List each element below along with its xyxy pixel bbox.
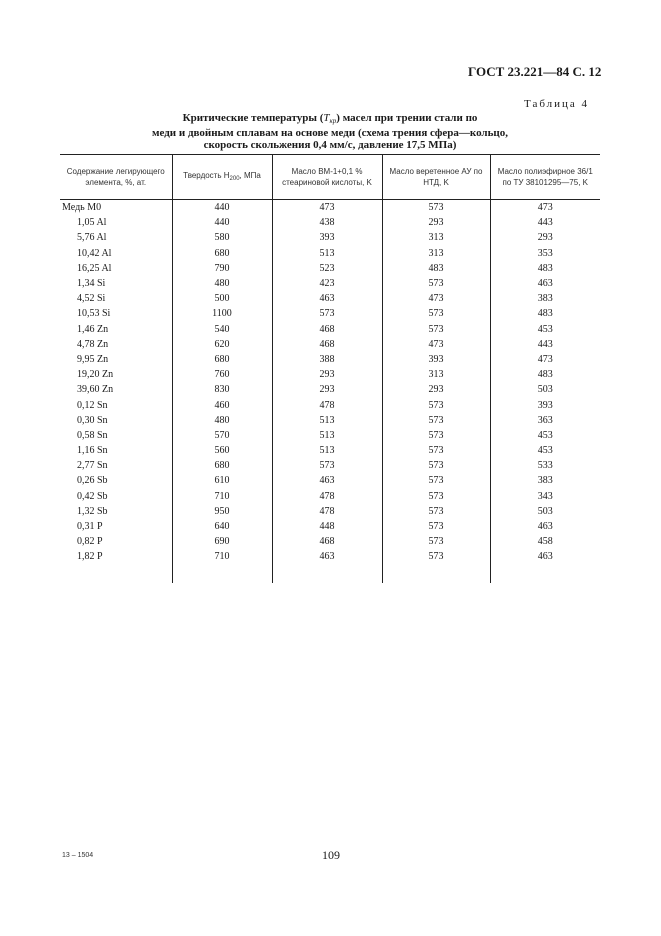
cell-poly: 483	[490, 306, 600, 321]
cell-hardness: 480	[172, 413, 272, 428]
cell-vm1: 388	[272, 352, 382, 367]
cell-au: 313	[382, 230, 490, 245]
cell-hardness: 1100	[172, 306, 272, 321]
cell-hardness: 460	[172, 397, 272, 412]
cell-au: 573	[382, 428, 490, 443]
page-number: 109	[322, 848, 340, 862]
table-spacer-row	[60, 565, 600, 583]
col-header-hardness-a: Твердость H	[183, 170, 230, 180]
cell-vm1: 513	[272, 246, 382, 261]
table-row	[60, 200, 600, 216]
cell-element: 2,77 Sn	[77, 460, 108, 472]
cell-au: 573	[382, 200, 490, 216]
cell-au: 573	[382, 443, 490, 458]
cell-au: 573	[382, 397, 490, 412]
table-row	[60, 549, 600, 564]
cell-au: 573	[382, 473, 490, 488]
cell-hardness: 500	[172, 291, 272, 306]
cell-vm1: 478	[272, 504, 382, 519]
title-line2: меди и двойным сплавам на основе меди (схема трения сфера—кольцо,	[151, 127, 509, 139]
cell-element: 0,30 Sn	[77, 414, 108, 426]
footer-code: 13 – 1504	[62, 852, 94, 859]
col-header-hardness	[172, 155, 272, 200]
table-row	[60, 443, 600, 458]
cell-au: 573	[382, 504, 490, 519]
cell-poly: 533	[490, 458, 600, 473]
cell-vm1: 468	[272, 534, 382, 549]
cell-vm1: 393	[272, 230, 382, 245]
cell-poly: 343	[490, 489, 600, 504]
cell-poly: 503	[490, 382, 600, 397]
cell-element: Медь М0	[62, 202, 102, 214]
cell-element: 19,20 Zn	[77, 369, 114, 381]
cell-vm1: 293	[272, 382, 382, 397]
cell-au: 573	[382, 413, 490, 428]
title-subscript: кр	[329, 117, 337, 125]
col-header-poly: Масло полиэфирное 36/1 по ТУ 38101295—75, K	[490, 155, 600, 200]
cell-vm1: 463	[272, 291, 382, 306]
cell-vm1: 468	[272, 337, 382, 352]
cell-au: 473	[382, 291, 490, 306]
cell-poly: 473	[490, 352, 600, 367]
cell-poly: 383	[490, 291, 600, 306]
table-row	[60, 534, 600, 549]
cell-element: 0,12 Sn	[77, 399, 108, 411]
cell-vm1: 513	[272, 428, 382, 443]
cell-vm1: 523	[272, 261, 382, 276]
cell-element: 0,26 Sb	[77, 475, 108, 487]
cell-element: 1,16 Sn	[77, 445, 108, 457]
table-title	[140, 112, 520, 151]
cell-poly: 463	[490, 549, 600, 564]
cell-poly: 453	[490, 322, 600, 337]
cell-hardness: 560	[172, 443, 272, 458]
table-row	[60, 367, 600, 382]
table-row	[60, 428, 600, 443]
spacer-cell	[172, 565, 272, 583]
cell-hardness: 640	[172, 519, 272, 534]
cell-vm1: 468	[272, 322, 382, 337]
cell-element: 0,82 P	[77, 536, 103, 548]
cell-poly: 463	[490, 276, 600, 291]
table-row	[60, 489, 600, 504]
cell-vm1: 473	[272, 200, 382, 216]
cell-au: 393	[382, 352, 490, 367]
cell-poly: 483	[490, 367, 600, 382]
cell-element: 1,32 Sb	[77, 505, 108, 517]
cell-hardness: 540	[172, 322, 272, 337]
spacer-cell	[382, 565, 490, 583]
col-header-au: Масло веретенное АУ по НТД, K	[382, 155, 490, 200]
col-header-hardness-b: , МПа	[239, 170, 261, 180]
cell-poly: 443	[490, 215, 600, 230]
col-header-hardness-sub: 200	[229, 175, 240, 182]
document-code: ГОСТ 23.221—84 С. 12	[468, 64, 602, 79]
cell-vm1: 513	[272, 443, 382, 458]
cell-element: 4,78 Zn	[77, 338, 109, 350]
cell-hardness: 790	[172, 261, 272, 276]
cell-element: 10,42 Al	[77, 247, 112, 259]
table-row	[60, 352, 600, 367]
table-row	[60, 215, 600, 230]
cell-vm1: 463	[272, 473, 382, 488]
cell-hardness: 580	[172, 230, 272, 245]
table-row	[60, 246, 600, 261]
table-row	[60, 291, 600, 306]
table-row	[60, 382, 600, 397]
table-row	[60, 458, 600, 473]
cell-hardness: 480	[172, 276, 272, 291]
cell-element: 0,31 P	[77, 521, 103, 533]
cell-au: 573	[382, 458, 490, 473]
cell-element: 1,34 Si	[77, 278, 106, 290]
cell-vm1: 513	[272, 413, 382, 428]
cell-element: 39,60 Zn	[77, 384, 114, 396]
cell-au: 573	[382, 534, 490, 549]
table-row	[60, 306, 600, 321]
cell-au: 573	[382, 306, 490, 321]
table-row	[60, 230, 600, 245]
table-row	[60, 322, 600, 337]
cell-vm1: 478	[272, 397, 382, 412]
table-row	[60, 337, 600, 352]
spacer-cell	[272, 565, 382, 583]
table-row	[60, 413, 600, 428]
col-header-element: Содержание легирующего элемента, %, ат.	[60, 155, 172, 200]
cell-poly: 383	[490, 473, 600, 488]
cell-element: 10,53 Si	[77, 308, 111, 320]
table-row	[60, 261, 600, 276]
cell-hardness: 440	[172, 200, 272, 216]
cell-hardness: 690	[172, 534, 272, 549]
cell-hardness: 620	[172, 337, 272, 352]
data-table	[60, 154, 600, 583]
spacer-cell	[60, 565, 172, 583]
cell-hardness: 440	[172, 215, 272, 230]
cell-hardness: 950	[172, 504, 272, 519]
cell-vm1: 573	[272, 306, 382, 321]
cell-poly: 453	[490, 428, 600, 443]
cell-poly: 473	[490, 200, 600, 216]
cell-element: 1,82 P	[77, 551, 103, 563]
table-row	[60, 473, 600, 488]
cell-poly: 463	[490, 519, 600, 534]
cell-vm1: 573	[272, 458, 382, 473]
table-row	[60, 519, 600, 534]
cell-element: 4,52 Si	[77, 293, 106, 305]
cell-element: 0,58 Sn	[77, 429, 108, 441]
cell-au: 313	[382, 246, 490, 261]
cell-poly: 443	[490, 337, 600, 352]
cell-au: 293	[382, 382, 490, 397]
cell-au: 483	[382, 261, 490, 276]
cell-poly: 363	[490, 413, 600, 428]
spacer-cell	[490, 565, 600, 583]
cell-hardness: 710	[172, 549, 272, 564]
cell-hardness: 680	[172, 458, 272, 473]
cell-element: 1,46 Zn	[77, 323, 109, 335]
cell-au: 573	[382, 322, 490, 337]
cell-poly: 458	[490, 534, 600, 549]
title-symbol: T	[323, 112, 330, 124]
cell-vm1: 463	[272, 549, 382, 564]
cell-element: 1,05 Al	[77, 217, 107, 229]
cell-hardness: 760	[172, 367, 272, 382]
table-header-row	[60, 155, 600, 200]
cell-au: 573	[382, 276, 490, 291]
cell-vm1: 448	[272, 519, 382, 534]
cell-hardness: 610	[172, 473, 272, 488]
table-row	[60, 397, 600, 412]
cell-hardness: 570	[172, 428, 272, 443]
cell-au: 313	[382, 367, 490, 382]
title-part1: Критические температуры (	[182, 112, 324, 124]
cell-element: 0,42 Sb	[77, 490, 108, 502]
cell-poly: 353	[490, 246, 600, 261]
table-body	[60, 200, 600, 583]
cell-hardness: 710	[172, 489, 272, 504]
cell-element: 9,95 Zn	[77, 353, 109, 365]
cell-element: 5,76 Al	[77, 232, 107, 244]
cell-poly: 453	[490, 443, 600, 458]
cell-poly: 503	[490, 504, 600, 519]
cell-hardness: 680	[172, 246, 272, 261]
cell-au: 573	[382, 519, 490, 534]
cell-hardness: 830	[172, 382, 272, 397]
col-header-vm1: Масло ВМ-1+0,1 % стеариновой кислоты, K	[272, 155, 382, 200]
cell-au: 573	[382, 549, 490, 564]
title-part2: ) масел при трении стали по	[336, 112, 478, 124]
table-row	[60, 504, 600, 519]
cell-hardness: 680	[172, 352, 272, 367]
cell-poly: 393	[490, 397, 600, 412]
cell-poly: 293	[490, 230, 600, 245]
cell-au: 473	[382, 337, 490, 352]
table-label: Таблица 4	[524, 98, 590, 110]
cell-au: 573	[382, 489, 490, 504]
title-line3: скорость скольжения 0,4 мм/с, давление 17,5 МПа)	[203, 139, 457, 151]
cell-poly: 483	[490, 261, 600, 276]
cell-vm1: 438	[272, 215, 382, 230]
cell-vm1: 478	[272, 489, 382, 504]
cell-vm1: 293	[272, 367, 382, 382]
table-row	[60, 276, 600, 291]
cell-au: 293	[382, 215, 490, 230]
cell-element: 16,25 Al	[77, 262, 112, 274]
cell-vm1: 423	[272, 276, 382, 291]
